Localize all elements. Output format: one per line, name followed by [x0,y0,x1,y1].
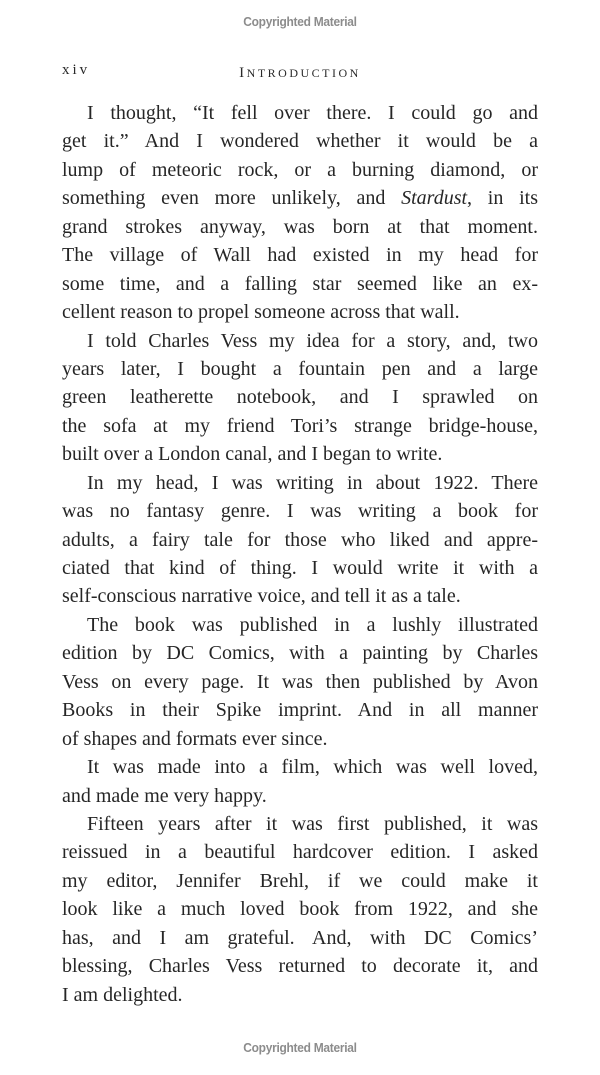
text-line: years later, I bought a fountain pen and a large [62,357,538,380]
text-line: some time, and a falling star seemed like an ex- [62,272,538,295]
text-line: of shapes and formats ever since. [62,727,328,750]
paragraph [62,611,538,753]
text-line: built over a London canal, and I began to write. [62,443,443,466]
text-line: It was made into a film, which was well loved, [87,756,538,779]
text-line: look like a much loved book from 1922, and she [62,898,538,921]
body-text [62,99,538,1009]
copyright-watermark-bottom: Copyrighted Material [243,1040,357,1055]
text-line: has, and I am grateful. And, with DC Comics’ [62,926,538,949]
text-line: something even more unlikely, and Stardust, in its [62,187,538,210]
paragraph [62,810,538,1009]
text-line: ciated that kind of thing. I would write it with a [62,557,538,579]
text-line: In my head, I was writing in about 1922. There [87,471,538,494]
text-line: self-conscious narrative voice, and tell it as a tale. [62,585,461,608]
text-line: cellent reason to propel someone across that wall. [62,301,460,324]
text-line: grand strokes anyway, was born at that moment. [62,215,538,238]
text-line: The village of Wall had existed in my head for [62,244,538,267]
chapter-title: introduction [239,58,361,82]
paragraph [62,469,538,611]
text-line: was no fantasy genre. I was writing a book for [62,500,538,523]
text-line: get it.” And I wondered whether it would be a [62,130,538,153]
paragraph [62,753,538,810]
text-line: blessing, Charles Vess returned to decorate it, and [62,955,538,978]
copyright-watermark-top: Copyrighted Material [243,14,357,29]
text-line: Vess on every page. It was then published by Avon [62,670,538,693]
text-line: I told Charles Vess my idea for a story, and, two [87,329,538,352]
text-line: adults, a fairy tale for those who liked and appre- [62,528,538,551]
text-line: edition by DC Comics, with a painting by Charles [62,642,538,665]
text-line: green leatherette notebook, and I sprawled on [62,386,538,409]
page-number: xiv [62,62,91,78]
text-line: lump of meteoric rock, or a burning diamond, or [62,158,538,181]
text-line: the sofa at my friend Tori’s strange bridge-house, [62,414,538,437]
text-line: and made me very happy. [62,784,267,807]
text-line: Fifteen years after it was first published, it was [87,812,538,835]
text-line: Books in their Spike imprint. And in all manner [62,699,538,722]
text-line: The book was published in a lushly illustrated [87,613,538,636]
text-line: I am delighted. [62,983,183,1006]
text-line: my editor, Jennifer Brehl, if we could make it [62,869,538,892]
page-header [62,58,538,82]
text-line: I thought, “It fell over there. I could go and [87,102,538,124]
paragraph [62,99,538,327]
paragraph [62,327,538,469]
text-line: reissued in a beautiful hardcover edition. I asked [62,841,538,864]
